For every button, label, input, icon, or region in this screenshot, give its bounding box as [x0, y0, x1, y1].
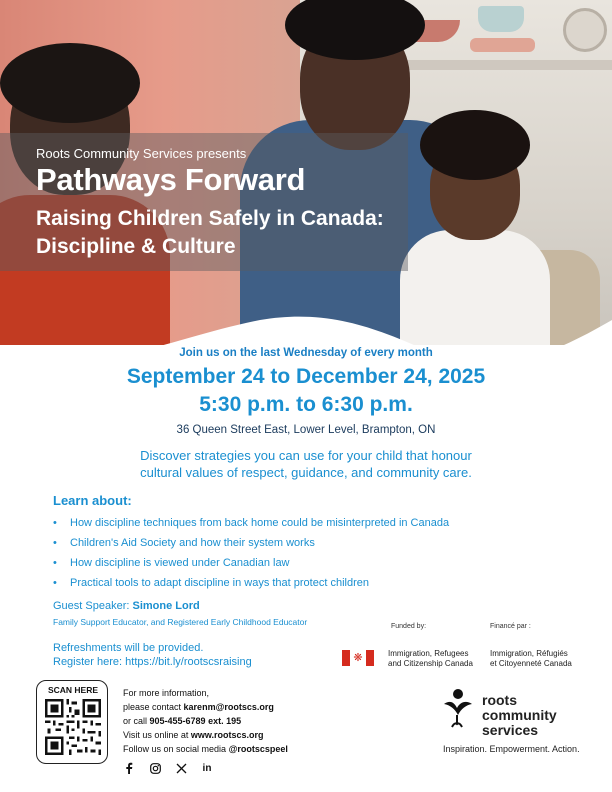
org-name-line-2: community — [482, 707, 557, 723]
event-times: 5:30 p.m. to 6:30 p.m. — [199, 393, 413, 416]
ircc-en-line-2: and Citizenship Canada — [388, 659, 473, 668]
refreshments-block — [53, 641, 252, 669]
event-dates: September 24 to December 24, 2025 — [126, 365, 486, 388]
kitchen-dishes — [470, 38, 535, 52]
website-link[interactable]: www.rootscs.org — [190, 730, 264, 740]
speaker-name: Simone Lord — [132, 600, 200, 612]
ircc-fr-line-2: et Citoyenneté Canada — [490, 659, 572, 668]
event-address: 36 Queen Street East, Lower Level, Brampton, ON — [176, 424, 436, 436]
contact-phone[interactable]: 905-455-6789 ext. 195 — [149, 716, 242, 726]
subtitle-line-2: Discipline & Culture — [36, 235, 236, 258]
list-item: • Practical tools to adapt discipline in ways that protect children — [53, 576, 449, 596]
org-tagline: Inspiration. Empowerment. Action. — [443, 744, 580, 754]
linkedin-icon[interactable]: in — [202, 762, 212, 774]
join-line: Join us on the last Wednesday of every month — [179, 347, 433, 359]
kitchen-cup — [478, 6, 524, 32]
learn-list — [53, 516, 449, 596]
facebook-icon[interactable] — [123, 762, 135, 774]
qr-code[interactable] — [45, 699, 101, 755]
roots-mark-icon — [440, 688, 476, 728]
list-item: • Children's Aid Society and how their system works — [53, 536, 449, 556]
discover-line-2: cultural values of respect, guidance, and community care. — [140, 465, 472, 480]
contact-prefix: please contact — [123, 702, 184, 712]
ircc-english — [388, 649, 473, 669]
social-icons — [123, 762, 213, 774]
learn-heading: Learn about: — [53, 493, 132, 508]
list-item: • How discipline techniques from back home could be misinterpreted in Canada — [53, 516, 449, 536]
contact-line-3 — [123, 714, 288, 728]
speaker-role: Family Support Educator, and Registered Early Childhood Educator — [53, 617, 308, 627]
refreshments-text: Refreshments will be provided. — [53, 642, 204, 654]
ircc-en-line-1: Immigration, Refugees — [388, 649, 469, 658]
presenter-line: Roots Community Services presents — [36, 146, 247, 161]
subtitle-line-1: Raising Children Safely in Canada: — [36, 207, 384, 230]
page-title: Pathways Forward — [36, 162, 306, 197]
finance-par-label: Financé par : — [490, 623, 531, 630]
social-handle[interactable]: @rootscspeel — [228, 744, 288, 754]
list-item: • How discipline is viewed under Canadian law — [53, 556, 449, 576]
discover-text — [0, 447, 612, 481]
qr-card — [36, 680, 108, 764]
kitchen-plate — [563, 8, 607, 52]
register-link[interactable]: Register here: https://bit.ly/rootscsraising — [53, 656, 252, 668]
canada-flag-icon: ❋ — [342, 650, 374, 666]
scan-here-label: SCAN HERE — [47, 685, 99, 695]
org-name-line-1: roots — [482, 692, 517, 708]
call-prefix: or call — [123, 716, 150, 726]
contact-line-2 — [123, 700, 288, 714]
speaker-label: Guest Speaker: — [53, 600, 130, 612]
contact-email[interactable]: karenm@rootscs.org — [183, 702, 274, 712]
funded-by-label: Funded by: — [391, 623, 427, 630]
page-subtitle — [36, 205, 416, 261]
ircc-french — [490, 649, 572, 669]
instagram-icon[interactable] — [149, 762, 161, 774]
org-name-line-3: services — [482, 722, 539, 738]
ircc-fr-line-1: Immigration, Réfugiés — [490, 649, 568, 658]
discover-line-1: Discover strategies you can use for your child that honour — [140, 448, 472, 463]
social-prefix: Follow us on social media — [123, 744, 229, 754]
contact-line-5 — [123, 742, 288, 756]
org-name — [482, 693, 602, 738]
visit-prefix: Visit us online at — [123, 730, 191, 740]
contact-line-4 — [123, 728, 288, 742]
contact-info — [123, 686, 288, 756]
guest-speaker — [53, 600, 200, 612]
contact-line-1: For more information, — [123, 688, 210, 698]
x-icon[interactable] — [175, 762, 187, 774]
